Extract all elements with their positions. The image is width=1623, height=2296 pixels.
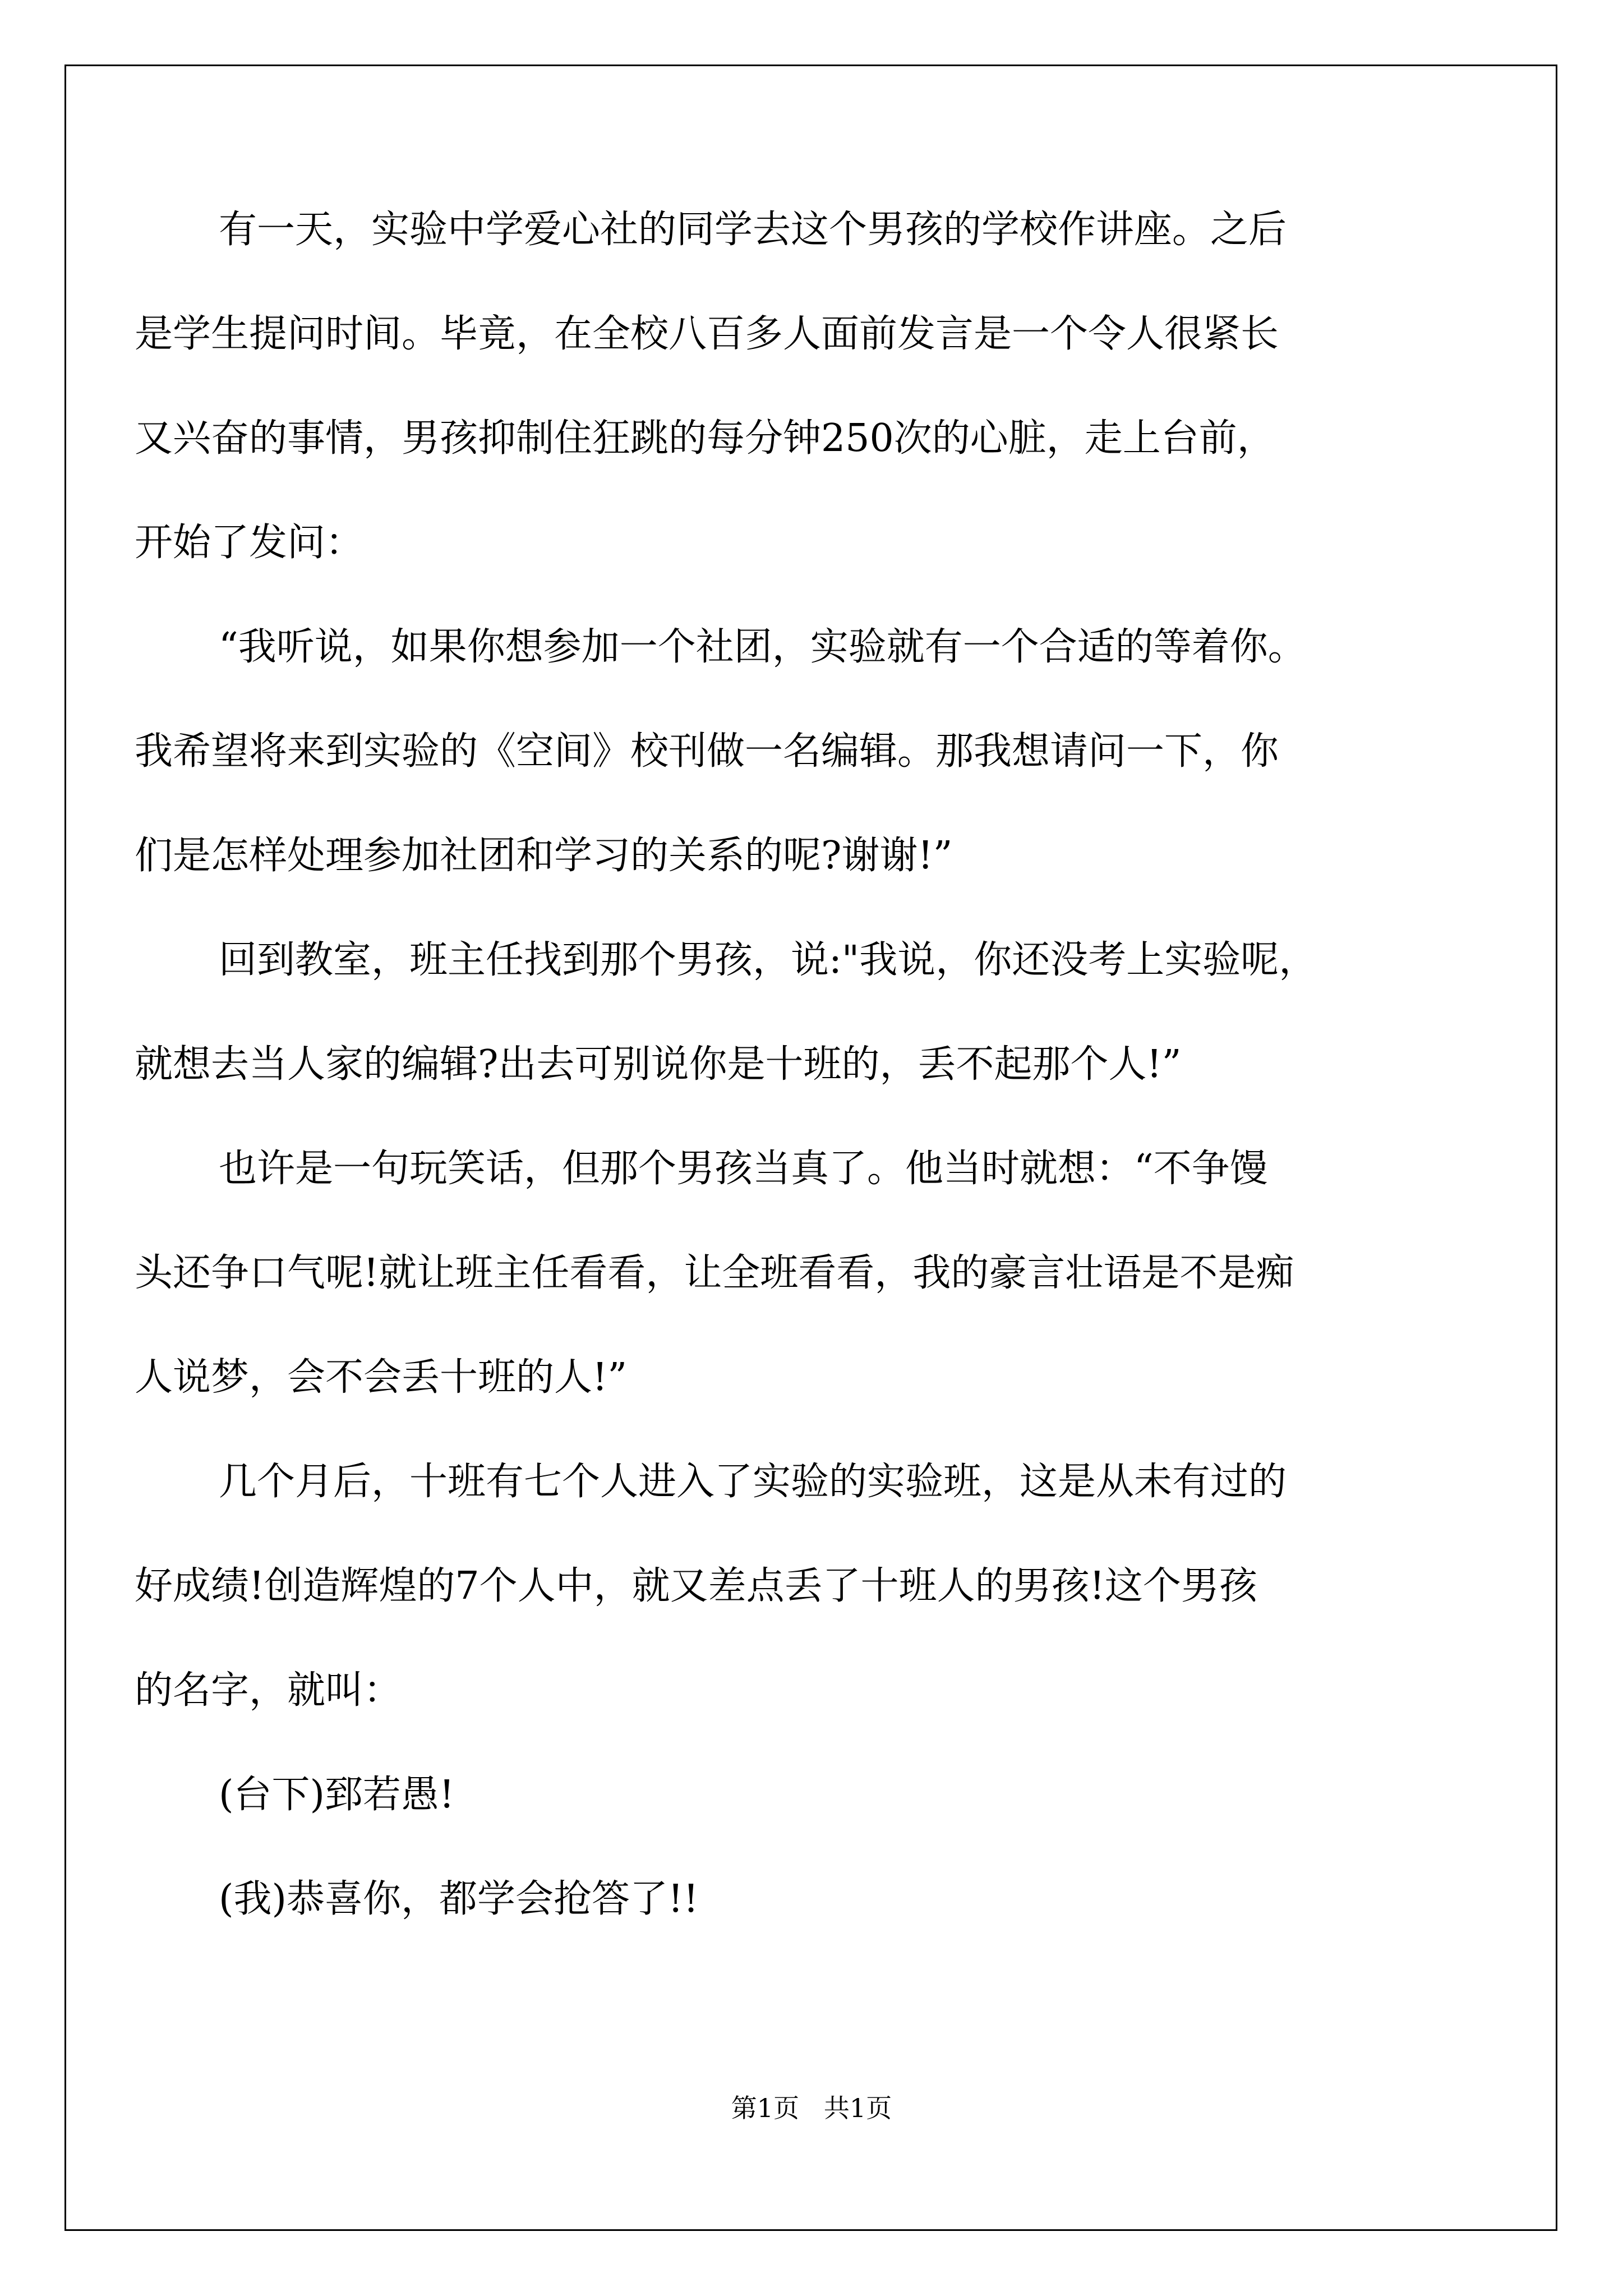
paragraph-5-line-2: 好成绩!创造辉煌的7个人中，就又差点丢了十班人的男孩!这个男孩: [135, 1564, 1257, 1608]
paragraph-2-line-3: 们是怎样处理参加社团和学习的关系的呢?谢谢!”: [135, 834, 953, 878]
paragraph-2-line-1: “我听说，如果你想参加一个社团，实验就有一个合适的等着你。: [219, 625, 1306, 669]
paragraph-1-line-1: 有一天，实验中学爱心社的同学去这个男孩的学校作讲座。之后: [219, 208, 1287, 252]
paragraph-4-line-2: 头还争口气呢!就让班主任看看，让全班看看，我的豪言壮语是不是痴: [135, 1251, 1294, 1295]
paragraph-4-line-1: 也许是一句玩笑话，但那个男孩当真了。他当时就想：“不争馒: [219, 1147, 1268, 1191]
paragraph-7-line-1: (我)恭喜你，都学会抢答了!!: [219, 1877, 699, 1921]
paragraph-1-line-4: 开始了发问：: [135, 521, 364, 565]
paragraph-4-line-3: 人说梦，会不会丢十班的人!”: [135, 1355, 628, 1400]
paragraph-3-line-1: 回到教室，班主任找到那个男孩，说:"我说，你还没考上实验呢，: [219, 938, 1317, 982]
paragraph-6-line-1: (台下)郅若愚!: [219, 1773, 455, 1817]
paragraph-2-line-2: 我希望将来到实验的《空间》校刊做一名编辑。那我想请问一下，你: [135, 729, 1279, 774]
paragraph-1-line-3: 又兴奋的事情，男孩抑制住狂跳的每分钟250次的心脏，走上台前，: [135, 416, 1275, 461]
paragraph-1-line-2: 是学生提问时间。毕竟，在全校八百多人面前发言是一个令人很紧长: [135, 312, 1279, 356]
paragraph-5-line-1: 几个月后，十班有七个人进入了实验的实验班，这是从未有过的: [219, 1460, 1287, 1504]
page-footer: 第1页 共1页: [731, 2093, 892, 2123]
paragraph-3-line-2: 就想去当人家的编辑?出去可别说你是十班的，丢不起那个人!”: [135, 1042, 1182, 1087]
paragraph-5-line-3: 的名字，就叫：: [135, 1668, 402, 1713]
